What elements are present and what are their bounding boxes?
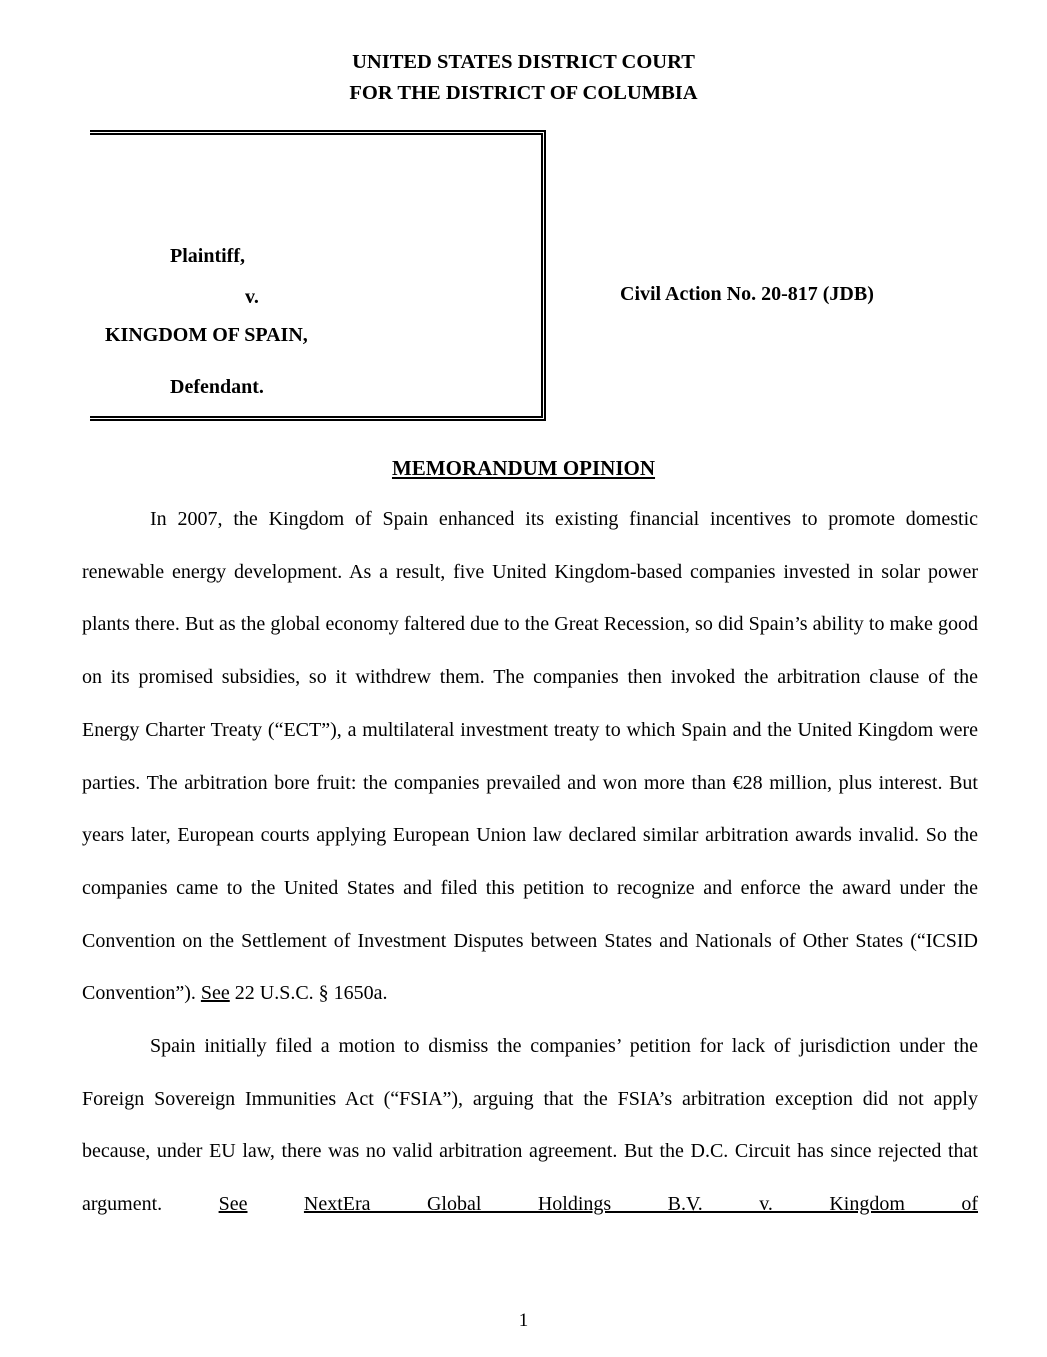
- opinion-paragraph: [82, 493, 978, 1020]
- page-number: 1: [518, 1310, 529, 1331]
- opinion-title: [0, 456, 1047, 481]
- paragraph-text: In 2007, the Kingdom of Spain enhanced its existing financial incentives to promote domestic renewable energy development. As a result, five United Kingdom-based companies invested in solar power plants there. But as the global economy faltered due to the Great Recession, so did Spain’s ability to make good on its promised subsidies, so it withdrew them. The companies then invoked the arbitration clause of the Energy Charter Treaty (“ECT”), a multilateral investment treaty to which Spain and the United Kingdom were parties. The arbitration bore fruit: the companies prevailed and won more than €28 million, plus interest. But years later, European courts applying European Union law declared similar arbitration awards invalid. So the companies came to the United States and filed this petition to recognize and enforce the award under the Convention on the Settlement of Investment Disputes between States and Nationals of Other States (“ICSID Convention”).: [82, 508, 978, 1005]
- plaintiff-name-blank-space: [90, 135, 541, 243]
- court-name-line: UNITED STATES DISTRICT COURT: [352, 51, 695, 73]
- paragraph-text: [247, 1193, 303, 1215]
- court-header: [0, 0, 1047, 109]
- citation-text: NextEra Global Holdings B.V. v. Kingdom of: [303, 1193, 979, 1216]
- case-caption-section: [90, 130, 1047, 421]
- court-district-line: FOR THE DISTRICT OF COLUMBIA: [349, 82, 698, 104]
- case-caption-box: [90, 130, 546, 421]
- versus-label: v.: [245, 286, 259, 308]
- civil-action-cell: [546, 130, 874, 421]
- defendant-name: KINGDOM OF SPAIN,: [105, 324, 308, 346]
- paragraph-text: Spain initially filed a motion to dismiss the companies’ petition for lack of jurisdiction under the Foreign Sovereign Immunities Act (“FSIA”), arguing that the FSIA’s arbitration exception did not apply because, under EU law, there was no valid arbitration agreement. But the D.C. Circuit has since rejected that argument.: [82, 1035, 978, 1216]
- opinion-paragraph: [82, 1020, 978, 1231]
- citation-text: See: [218, 1193, 248, 1216]
- defendant-label: Defendant.: [170, 376, 264, 398]
- plaintiff-label: Plaintiff,: [170, 245, 245, 267]
- paragraph-text: 22 U.S.C. § 1650a.: [229, 982, 388, 1005]
- opinion-title-text: MEMORANDUM OPINION: [391, 456, 656, 480]
- citation-text: See: [200, 982, 230, 1005]
- page-footer: [0, 1310, 1047, 1332]
- civil-action-number: Civil Action No. 20-817 (JDB): [620, 283, 874, 305]
- opinion-body: [82, 493, 978, 1231]
